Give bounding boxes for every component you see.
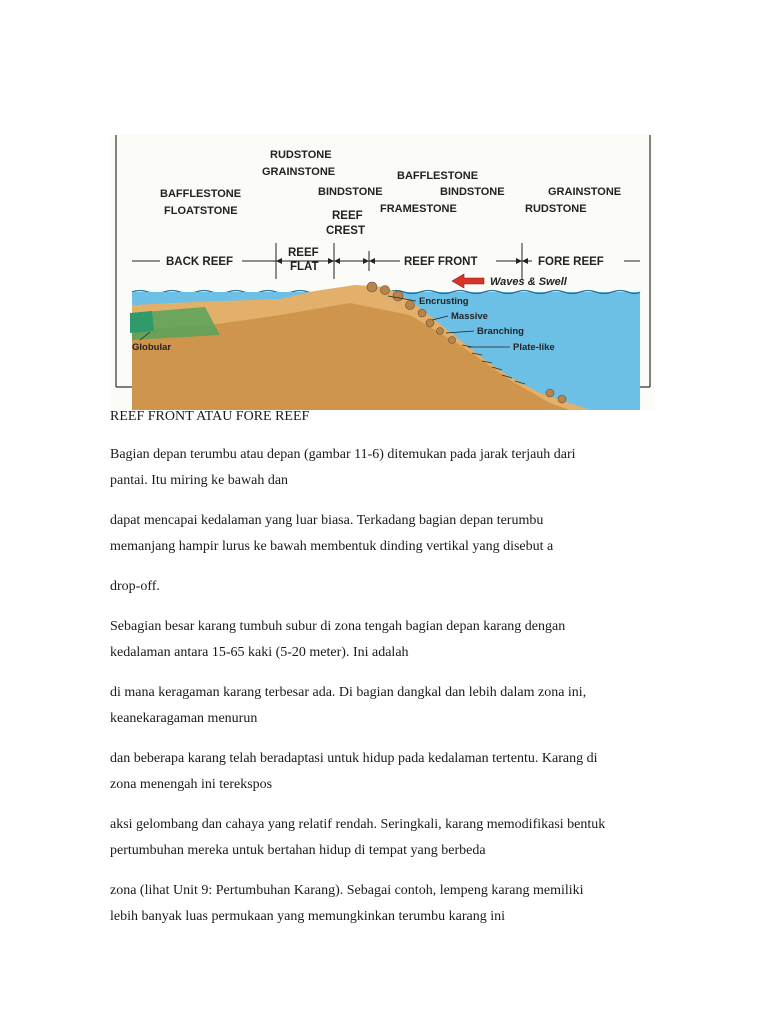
text-line: lebih banyak luas permukaan yang memungkinkan terumbu karang ini xyxy=(110,909,506,924)
text-line: pertumbuhan mereka untuk bertahan hidup di tempat yang berbeda xyxy=(110,843,486,858)
zone-reef-front: REEF FRONT xyxy=(404,256,478,268)
zone-fore-reef: FORE REEF xyxy=(538,256,604,268)
rock-bafflestone-back: BAFFLESTONE xyxy=(160,188,242,200)
rock-bindstone-crest: BINDSTONE xyxy=(318,186,383,198)
rock-bindstone-front: BINDSTONE xyxy=(440,186,505,198)
text-line: zona (lihat Unit 9: Pertumbuhan Karang). Sebagai contoh, lempeng karang memiliki xyxy=(110,883,584,898)
text-line: pantai. Itu miring ke bawah dan xyxy=(110,473,289,488)
zone-reef-flat-2: FLAT xyxy=(290,261,319,273)
text-line: dan beberapa karang telah beradaptasi untuk hidup pada kedalaman tertentu. Karang di xyxy=(110,751,598,766)
text-line: Sebagian besar karang tumbuh subur di zona tengah bagian depan karang dengan xyxy=(110,619,566,634)
article-heading: REEF FRONT ATAU FORE REEF xyxy=(110,409,310,424)
text-line: zona menengah ini terekspos xyxy=(110,777,273,792)
text-line: kedalaman antara 15-65 kaki (5-20 meter). Ini adalah xyxy=(110,645,409,660)
rock-grainstone-flat: GRAINSTONE xyxy=(262,166,336,178)
rock-framestone-front: FRAMESTONE xyxy=(380,203,457,215)
zone-reef-crest-2: CREST xyxy=(326,225,365,237)
text-line: dapat mencapai kedalaman yang luar biasa. Terkadang bagian depan terumbu xyxy=(110,513,544,528)
text-line: di mana keragaman karang terbesar ada. Di bagian dangkal dan lebih dalam zona ini, xyxy=(110,685,587,700)
rock-bafflestone-front: BAFFLESTONE xyxy=(397,170,479,182)
coral-plate-like: Plate-like xyxy=(513,342,555,353)
article-body xyxy=(110,404,670,930)
waves-swell-label: Waves & Swell xyxy=(490,276,567,288)
zone-back-reef: BACK REEF xyxy=(166,256,234,268)
text-line: keanekaragaman menurun xyxy=(110,711,258,726)
text-line: Bagian depan terumbu atau depan (gambar 11-6) ditemukan pada jarak terjauh dari xyxy=(110,447,576,462)
rock-grainstone-fore: GRAINSTONE xyxy=(548,186,622,198)
rock-rudstone-fore: RUDSTONE xyxy=(525,203,587,215)
text-line: memanjang hampir lurus ke bawah membentuk dinding vertikal yang disebut a xyxy=(110,539,554,554)
text-line: aksi gelombang dan cahaya yang relatif rendah. Seringkali, karang memodifikasi bentuk xyxy=(110,817,606,832)
text-line: drop-off. xyxy=(110,579,160,594)
reef-profile-figure xyxy=(110,135,655,410)
coral-branching: Branching xyxy=(477,326,524,337)
zone-reef-flat-1: REEF xyxy=(288,247,319,259)
rock-rudstone-flat: RUDSTONE xyxy=(270,149,332,161)
rock-floatstone-back: FLOATSTONE xyxy=(164,205,238,217)
coral-encrusting: Encrusting xyxy=(419,296,469,307)
coral-globular: Globular xyxy=(132,342,172,353)
coral-massive: Massive xyxy=(451,311,488,322)
globular-coral-patch xyxy=(130,311,154,333)
reef-profile-diagram xyxy=(110,135,655,410)
zone-reef-crest-1: REEF xyxy=(332,210,363,222)
